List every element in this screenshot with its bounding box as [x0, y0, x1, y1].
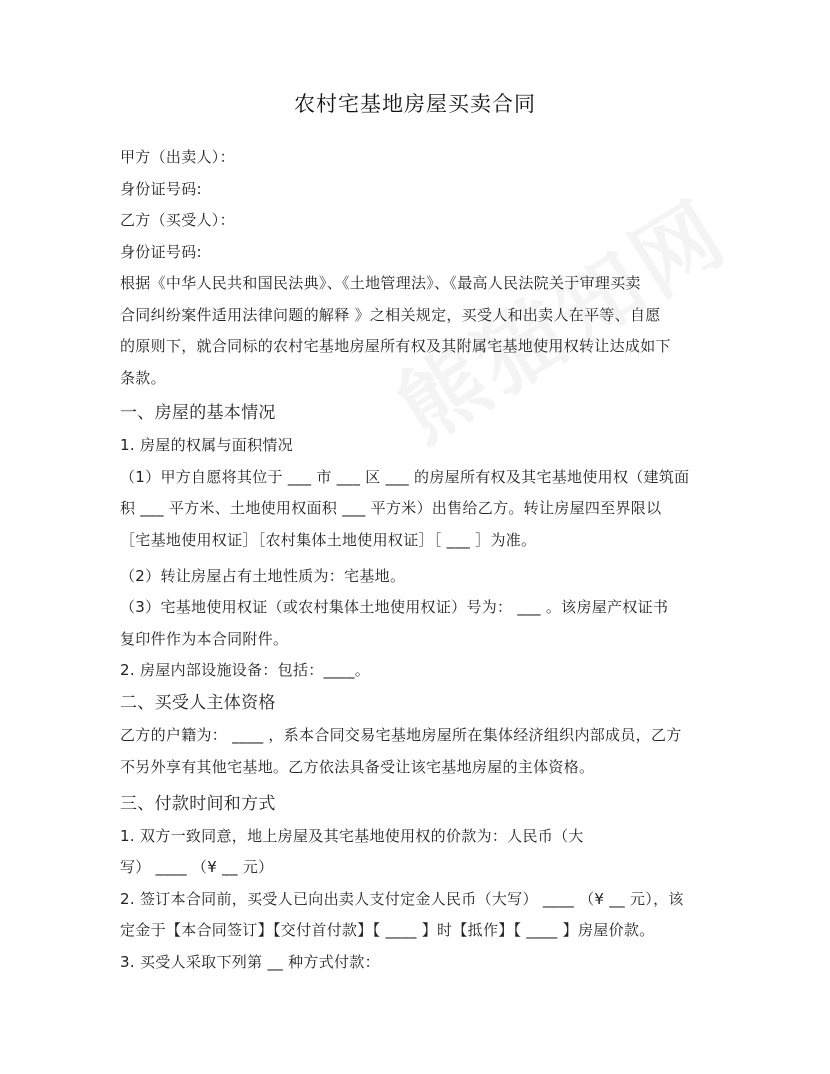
- clause-3-1-line-1: 1. 双方一致同意，地上房屋及其宅基地使用权的价款为：人民币（大: [120, 827, 584, 845]
- clause-1-1-1-line-1: （1）甲方自愿将其位于 ___ 市 ___ 区 ___ 的房屋所有权及其宅基地使用权（建筑面: [120, 468, 690, 486]
- document-title: 农村宅基地房屋买卖合同: [294, 92, 536, 116]
- clause-1-1-1-line-2: 积 ___ 平方米、土地使用权面积 ___ 平方米）出售给乙方。转让房屋四至界限以: [120, 499, 662, 517]
- clause-1-1-3-line-1: （3）宅基地使用权证（或农村集体土地使用权证）号为： ___ 。该房屋产权证书: [120, 598, 669, 616]
- section-2-line-1: 乙方的户籍为： ____ ，系本合同交易宅基地房屋所在集体经济组织内部成员，乙方: [120, 726, 682, 744]
- clause-3-2-line-2: 定金于【本合同签订】【交付首付款】【 ____ 】时【抵作】【 ____ 】房屋价款。: [120, 921, 655, 939]
- party-a-id-label: 身份证号码:: [120, 180, 202, 198]
- preamble-line-4: 条款。: [120, 369, 166, 387]
- party-a-label: 甲方（出卖人）：: [120, 148, 235, 166]
- section-1-heading: 一、房屋的基本情况: [120, 403, 276, 423]
- clause-1-1-3-line-2: 复印件作为本合同附件。: [120, 630, 289, 648]
- clause-3-1-line-2: 写） ____ （¥ __ 元）: [120, 858, 274, 876]
- section-2-line-2: 不另外享有其他宅基地。乙方依法具备受让该宅基地房屋的主体资格。: [120, 758, 595, 776]
- preamble-line-1: 根据《中华人民共和国民法典》、《土地管理法》、《最高人民法院关于审理买卖: [120, 274, 641, 292]
- clause-1-2: 2. 房屋内部设施设备：包括：____。: [120, 661, 371, 679]
- section-3-heading: 三、付款时间和方式: [120, 794, 276, 814]
- preamble-line-2: 合同纠纷案件适用法律问题的解释 》之相关规定，买受人和出卖人在平等、自愿: [120, 306, 661, 324]
- clause-1-1: 1. 房屋的权属与面积情况: [120, 436, 293, 454]
- clause-3-2-line-1: 2. 签订本合同前，买受人已向出卖人支付定金人民币（大写） ____ （¥ __ 元），该: [120, 890, 684, 908]
- party-b-label: 乙方（买受人）：: [120, 211, 235, 229]
- clause-3-3: 3. 买受人采取下列第 __ 种方式付款：: [120, 953, 380, 971]
- section-2-heading: 二、买受人主体资格: [120, 693, 276, 713]
- preamble-line-3: 的原则下，就合同标的农村宅基地房屋所有权及其附属宅基地使用权转让达成如下: [120, 337, 671, 355]
- party-b-id-label: 身份证号码:: [120, 243, 202, 261]
- clause-1-1-1-line-3: ［宅基地使用权证］［农村集体土地使用权证］［ ___ ］为准。: [120, 531, 537, 549]
- clause-1-1-2: （2）转让房屋占有土地性质为：宅基地。: [120, 567, 406, 585]
